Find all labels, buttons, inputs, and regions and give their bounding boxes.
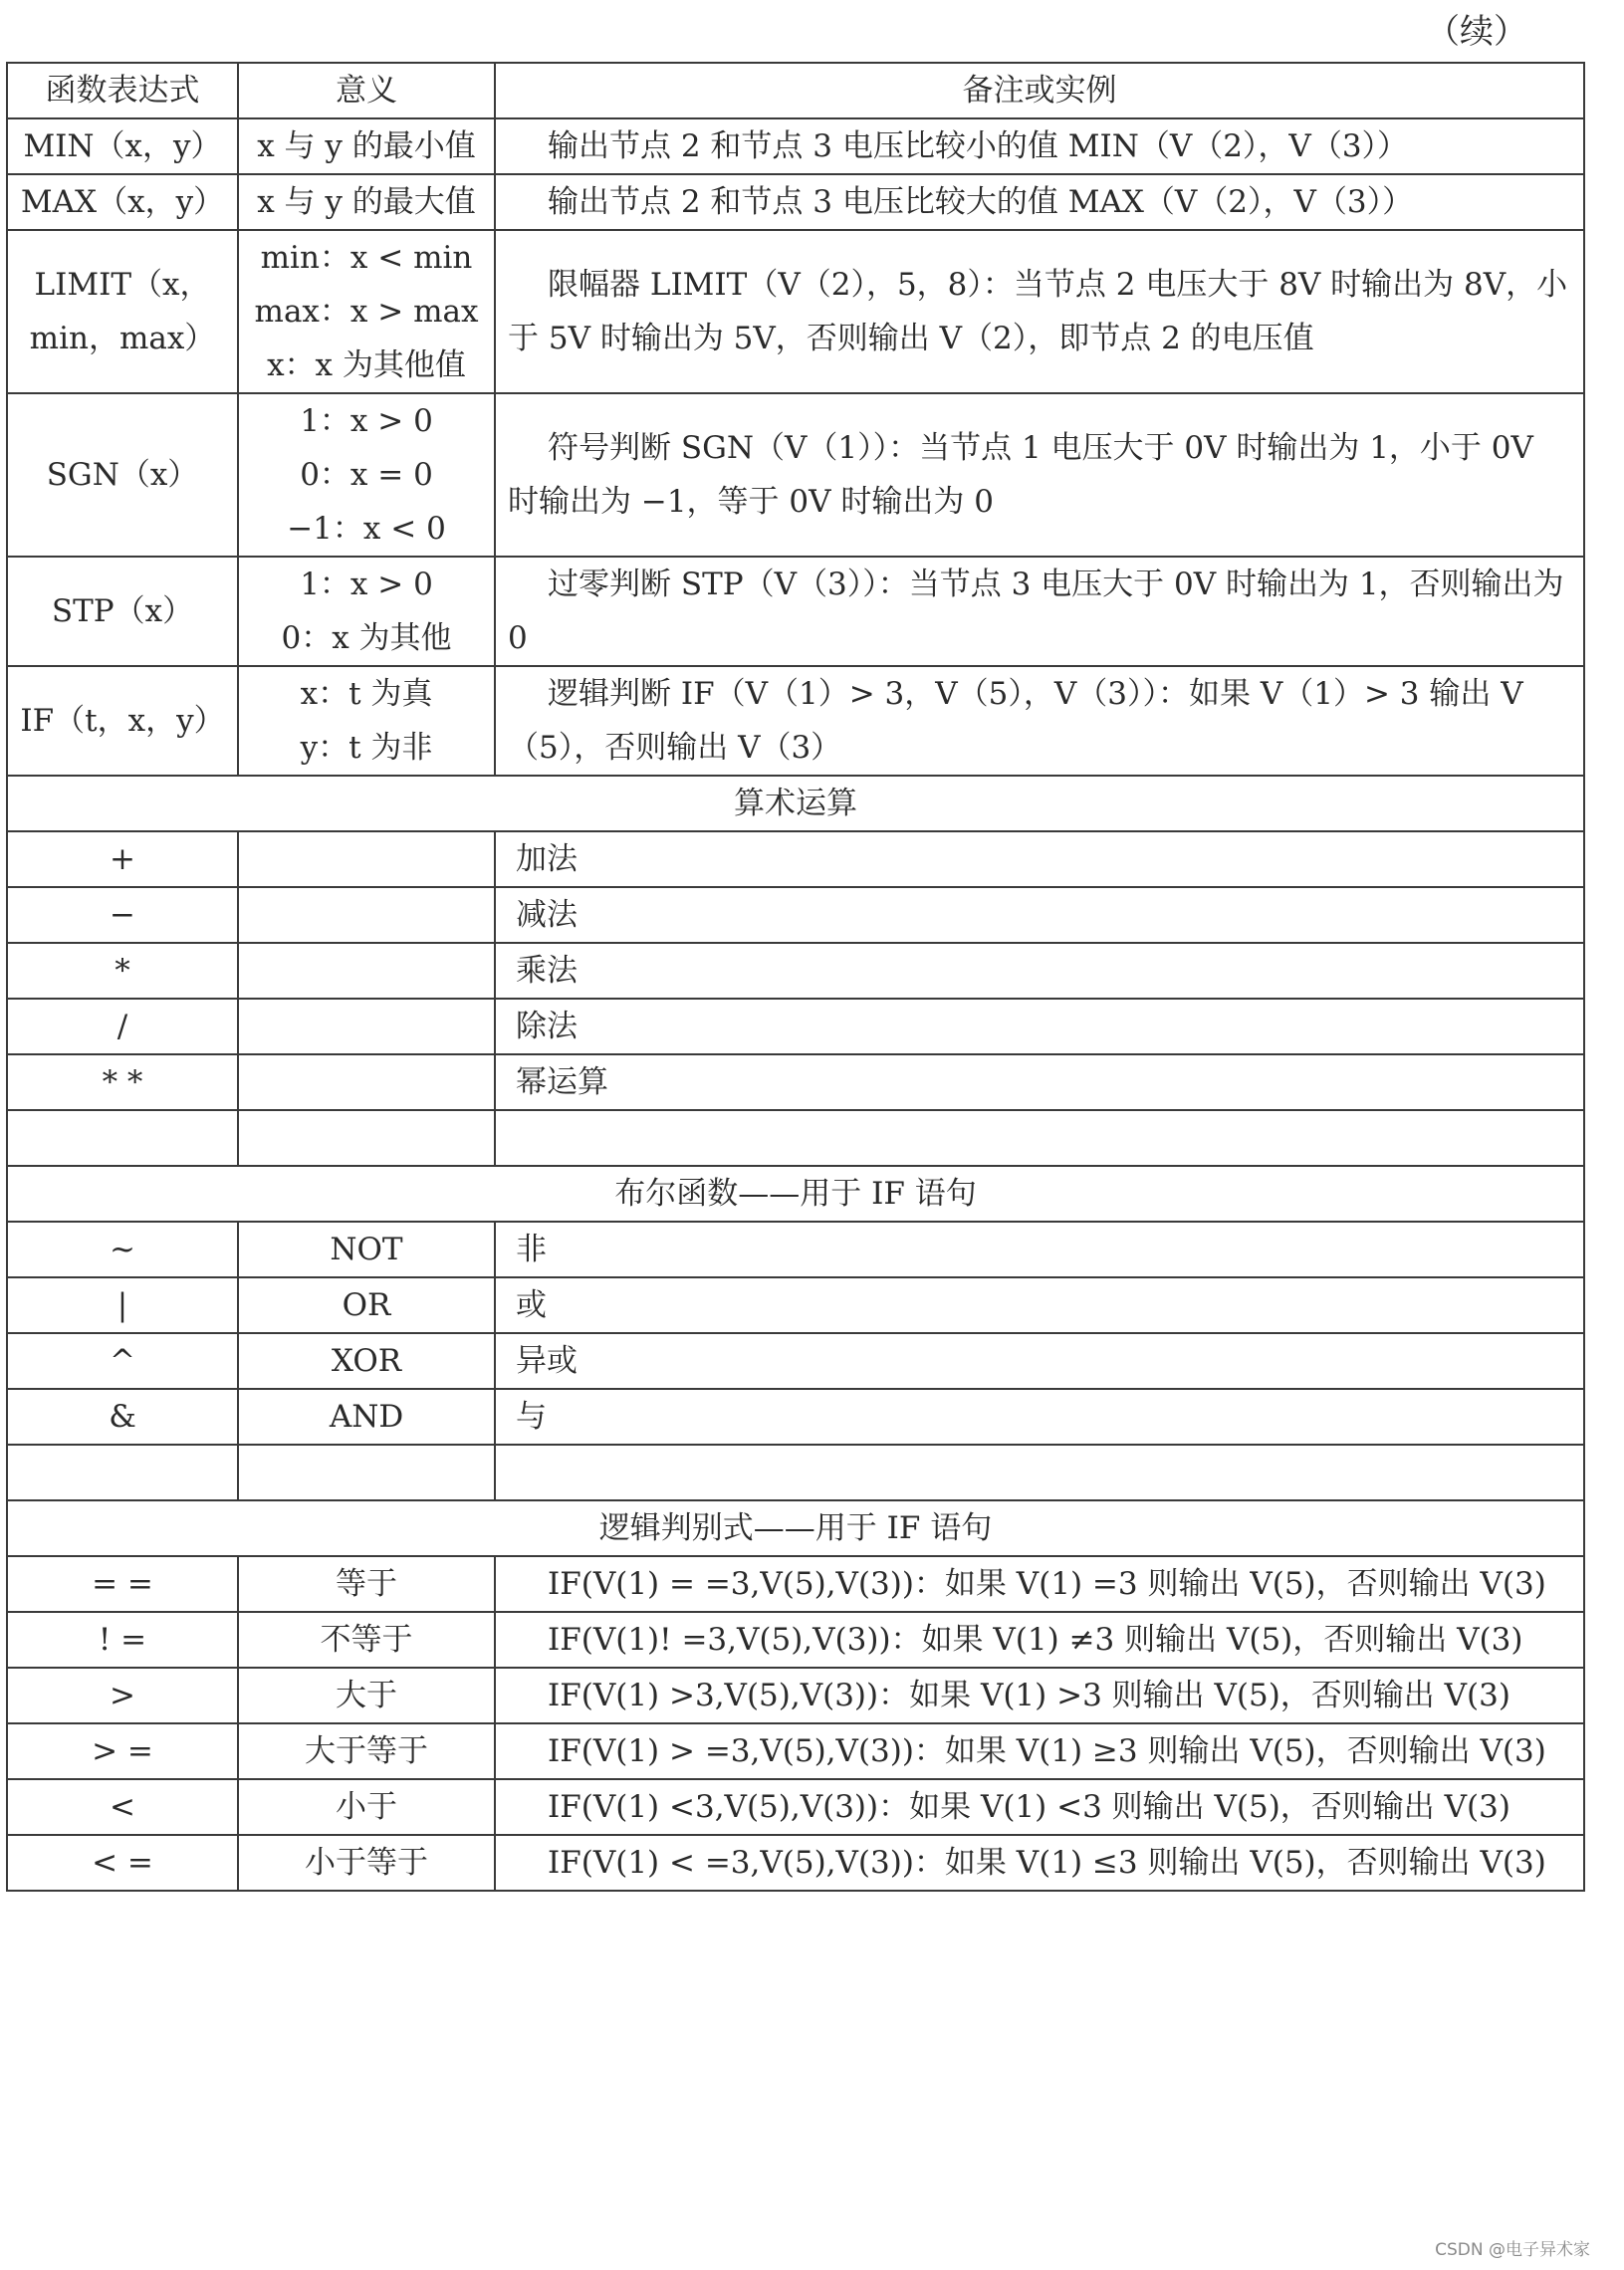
section-row [7,1166,1584,1222]
function-expression: STP（x） [7,557,238,666]
operator-description: IF(V(1) <3,V(5),V(3))：如果 V(1) <3 则输出 V(5)，否则输出 V(3) [495,1779,1584,1835]
table-row [7,999,1584,1054]
operator-name: 小于等于 [238,1835,495,1891]
operator-cell: − [7,887,238,943]
header-expression: 函数表达式 [7,63,238,118]
operator-name [238,831,495,887]
function-row [7,666,1584,776]
operator-cell: + [7,831,238,887]
function-row [7,393,1584,557]
function-expression: IF（t，x，y） [7,666,238,776]
function-note: 逻辑判断 IF（V（1）> 3，V（5），V（3））：如果 V（1）> 3 输出 V（5），否则输出 V（3） [495,666,1584,776]
function-row [7,118,1584,174]
function-note: 输出节点 2 和节点 3 电压比较小的值 MIN（V（2），V（3）） [495,118,1584,174]
table-row [7,1333,1584,1389]
header-meaning: 意义 [238,63,495,118]
section-row [7,776,1584,831]
operator-name: 大于 [238,1668,495,1723]
operator-cell: | [7,1277,238,1333]
operator-cell: ~ [7,1222,238,1277]
operator-description: IF(V(1) > =3,V(5),V(3))：如果 V(1) ≥3 则输出 V(5)，否则输出 V(3) [495,1723,1584,1779]
operator-cell: < = [7,1835,238,1891]
function-table [6,62,1585,1892]
operator-name: OR [238,1277,495,1333]
function-row [7,174,1584,230]
operator-name [238,1054,495,1110]
operator-description: IF(V(1)! =3,V(5),V(3))：如果 V(1) ≠3 则输出 V(5)，否则输出 V(3) [495,1612,1584,1668]
operator-cell: ! = [7,1612,238,1668]
table-row [7,1222,1584,1277]
operator-name: 不等于 [238,1612,495,1668]
table-row [7,831,1584,887]
operator-cell: ^ [7,1333,238,1389]
watermark: CSDN @电子异术家 [1435,2240,1590,2260]
table-row [7,887,1584,943]
operator-cell: < [7,1779,238,1835]
section-title-arithmetic: 算术运算 [7,776,1584,831]
table-row [7,1277,1584,1333]
operator-cell: * * [7,1054,238,1110]
table-row [7,1723,1584,1779]
operator-description: 幂运算 [495,1054,1584,1110]
operator-description: 或 [495,1277,1584,1333]
operator-name: 小于 [238,1779,495,1835]
function-meaning: min：x < min max：x > max x：x 为其他值 [238,230,495,393]
blank-row [7,1445,1584,1500]
function-expression: SGN（x） [7,393,238,557]
operator-description: 非 [495,1222,1584,1277]
operator-name [238,943,495,999]
operator-cell: * [7,943,238,999]
header-note: 备注或实例 [495,63,1584,118]
section-row [7,1500,1584,1556]
table-row [7,1389,1584,1445]
table-row [7,1779,1584,1835]
operator-name: NOT [238,1222,495,1277]
function-note: 符号判断 SGN（V（1））：当节点 1 电压大于 0V 时输出为 1，小于 0V 时输出为 −1，等于 0V 时输出为 0 [495,393,1584,557]
table-row [7,1835,1584,1891]
operator-name: AND [238,1389,495,1445]
blank-row [7,1110,1584,1166]
operator-description: 加法 [495,831,1584,887]
function-row [7,557,1584,666]
operator-name [238,999,495,1054]
operator-description: IF(V(1) = =3,V(5),V(3))：如果 V(1) =3 则输出 V(5)，否则输出 V(3) [495,1556,1584,1612]
operator-cell: > [7,1668,238,1723]
operator-description: 乘法 [495,943,1584,999]
function-expression: MIN（x，y） [7,118,238,174]
operator-name: 等于 [238,1556,495,1612]
table-row [7,1668,1584,1723]
operator-description: IF(V(1) < =3,V(5),V(3))：如果 V(1) ≤3 则输出 V(5)，否则输出 V(3) [495,1835,1584,1891]
operator-description: IF(V(1) >3,V(5),V(3))：如果 V(1) >3 则输出 V(5)，否则输出 V(3) [495,1668,1584,1723]
operator-description: 异或 [495,1333,1584,1389]
operator-name: XOR [238,1333,495,1389]
section-title-boolean: 布尔函数——用于 IF 语句 [7,1166,1584,1222]
table-row [7,943,1584,999]
table-row [7,1612,1584,1668]
operator-cell: = = [7,1556,238,1612]
section-title-logic: 逻辑判别式——用于 IF 语句 [7,1500,1584,1556]
table-row [7,1556,1584,1612]
function-expression: LIMIT（x， min，max） [7,230,238,393]
operator-cell: & [7,1389,238,1445]
function-meaning: x：t 为真 y：t 为非 [238,666,495,776]
operator-description: 除法 [495,999,1584,1054]
table-row [7,1054,1584,1110]
function-note: 限幅器 LIMIT（V（2），5，8）：当节点 2 电压大于 8V 时输出为 8V，小于 5V 时输出为 5V，否则输出 V（2），即节点 2 的电压值 [495,230,1584,393]
operator-name [238,887,495,943]
function-note: 过零判断 STP（V（3））：当节点 3 电压大于 0V 时输出为 1，否则输出为 0 [495,557,1584,666]
function-meaning: 1：x > 0 0：x 为其他 [238,557,495,666]
operator-description: 与 [495,1389,1584,1445]
function-meaning: x 与 y 的最小值 [238,118,495,174]
function-meaning: x 与 y 的最大值 [238,174,495,230]
function-meaning: 1：x > 0 0：x = 0 −1：x < 0 [238,393,495,557]
operator-cell: / [7,999,238,1054]
function-note: 输出节点 2 和节点 3 电压比较大的值 MAX（V（2），V（3）） [495,174,1584,230]
continued-label: （续） [1426,12,1527,52]
operator-name: 大于等于 [238,1723,495,1779]
function-row [7,230,1584,393]
function-expression: MAX（x，y） [7,174,238,230]
operator-cell: > = [7,1723,238,1779]
table-header-row [7,63,1584,118]
operator-description: 减法 [495,887,1584,943]
